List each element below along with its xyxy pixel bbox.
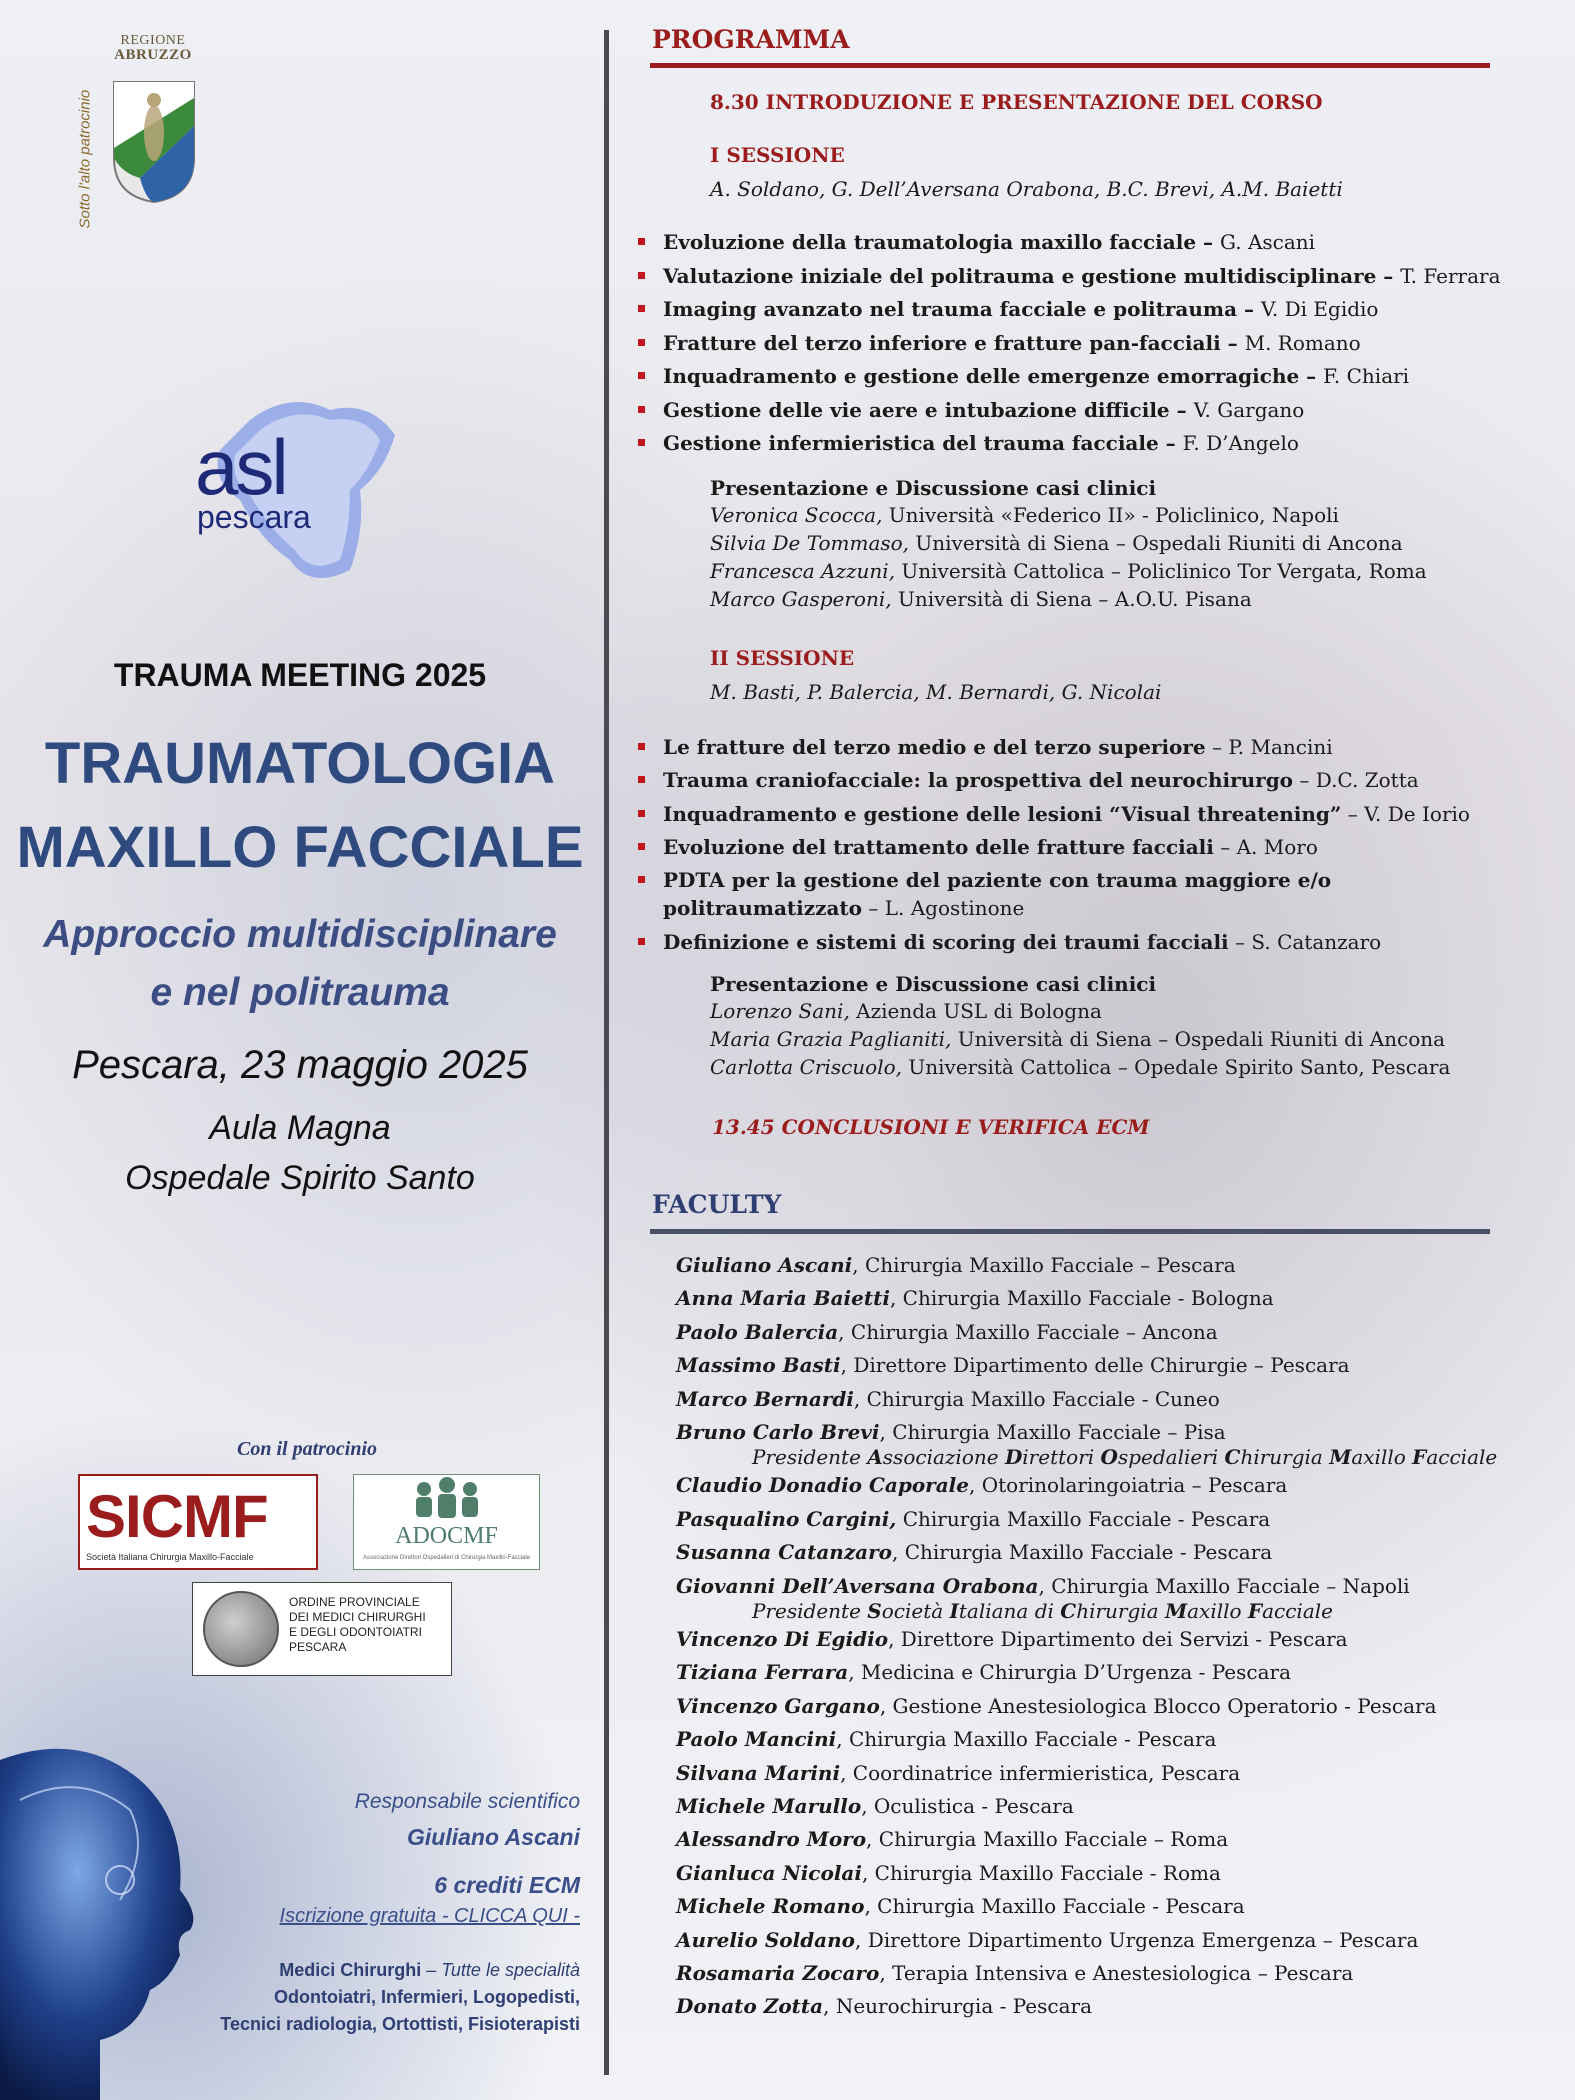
faculty-note: [752, 1445, 1497, 1469]
faculty-note: [752, 1599, 1333, 1623]
session1-chairs: A. Soldano, G. Dell’Aversana Orabona, B.C. Brevi, A.M. Baietti: [710, 177, 1343, 201]
talk-speaker: T. Ferrara: [1400, 263, 1501, 288]
programma-heading: PROGRAMMA: [652, 25, 850, 54]
faculty-name: Giovanni Dell’Aversana Orabona: [676, 1573, 1039, 1598]
faculty-member: [676, 1861, 1221, 1885]
faculty-name: Tiziana Ferrara: [676, 1660, 849, 1685]
faculty-role: , Coordinatrice infermieristica, Pescara: [840, 1760, 1241, 1785]
note-text: hirurgia: [1240, 1445, 1330, 1470]
faculty-member: [676, 1794, 1074, 1818]
talk-item: [663, 364, 1409, 388]
case-item: [710, 1055, 1450, 1079]
session2-chairs: M. Basti, P. Balercia, M. Bernardi, G. Nicolai: [710, 680, 1162, 704]
talk-title: Imaging avanzato nel trauma facciale e politrauma –: [663, 297, 1261, 321]
case-presenter: Lorenzo Sani,: [710, 999, 850, 1023]
case-item: [710, 1027, 1445, 1051]
talk-title: PDTA per la gestione del paziente con trauma maggiore e/o: [663, 868, 1332, 892]
note-text: taliana di: [958, 1599, 1061, 1623]
faculty-member: [676, 1420, 1226, 1444]
case-item: [710, 999, 1102, 1023]
session2-cases-title: Presentazione e Discussione casi clinici: [710, 972, 1157, 996]
adocmf-people-icon: [354, 1475, 541, 1525]
faculty-role: , Chirurgia Maxillo Facciale - Roma: [861, 1860, 1221, 1885]
sicmf-logo-text: SICMF: [86, 1483, 268, 1550]
note-initial: M: [1329, 1445, 1352, 1470]
talk-item: [663, 868, 1331, 892]
faculty-role: , Chirurgia Maxillo Facciale – Pescara: [852, 1253, 1236, 1277]
note-text: spedalieri: [1117, 1445, 1225, 1470]
faculty-role: , Chirurgia Maxillo Facciale – Roma: [866, 1827, 1229, 1852]
subtitle: [0, 906, 600, 1022]
target-audience-line3: Tecnici radiologia, Ortottisti, Fisioterapisti: [220, 2014, 580, 2034]
talk-item: [663, 768, 1419, 792]
asl-logo-pescara: pescara: [197, 499, 311, 535]
faculty-name: Paolo Mancini: [676, 1727, 837, 1752]
faculty-name: Vincenzo Gargano: [676, 1693, 880, 1718]
ordine-text-line: E DEGLI ODONTOIATRI: [289, 1625, 422, 1639]
faculty-name: Donato Zotta: [676, 1994, 824, 2019]
main-title-line2: MAXILLO FACCIALE: [16, 815, 584, 880]
regione-line1: REGIONE: [120, 33, 186, 48]
case-affiliation: Azienda USL di Bologna: [849, 999, 1102, 1023]
faculty-name: Gianluca Nicolai: [676, 1860, 862, 1885]
talk-item: [663, 398, 1304, 422]
talk-title: politraumatizzato: [663, 896, 863, 920]
ordine-text-line: PESCARA: [289, 1640, 347, 1654]
talk-item: [663, 835, 1318, 859]
talk-speaker: – D.C. Zotta: [1293, 768, 1419, 792]
talk-speaker: M. Romano: [1244, 330, 1361, 355]
talk-item: [663, 802, 1470, 826]
case-affiliation: Università di Siena – Ospedali Riuniti di Ancona: [951, 1027, 1446, 1051]
conclusion-line: 13.45 CONCLUSIONI E VERIFICA ECM: [712, 1115, 1150, 1139]
case-presenter: Maria Grazia Paglianiti,: [710, 1027, 952, 1051]
faculty-role: , Direttore Dipartimento dei Servizi - Pescara: [888, 1627, 1348, 1651]
subtitle-line2: e nel politrauma: [150, 971, 450, 1014]
xray-head-illustration: [0, 1740, 220, 2100]
main-title: [0, 722, 600, 890]
faculty-role: , Chirurgia Maxillo Facciale - Pescara: [892, 1540, 1273, 1565]
venue-line2: Ospedale Spirito Santo: [125, 1159, 475, 1197]
faculty-role: , Medicina e Chirurgia D’Urgenza - Pescara: [848, 1660, 1291, 1685]
adocmf-logo: [353, 1474, 540, 1570]
faculty-name: Silvana Marini: [676, 1760, 841, 1785]
case-item: [710, 503, 1339, 527]
case-item: [710, 531, 1403, 555]
sicmf-logo: [78, 1474, 318, 1570]
faculty-member: [676, 1507, 1270, 1531]
faculty-name: Pasqualino Cargini,: [676, 1506, 897, 1531]
faculty-role: , Chirurgia Maxillo Facciale - Pescara: [836, 1727, 1217, 1752]
talk-speaker: – S. Catanzaro: [1228, 930, 1382, 954]
talk-title: Evoluzione della traumatologia maxillo facciale –: [663, 230, 1220, 254]
note-initial: D: [1004, 1445, 1023, 1470]
faculty-name: Paolo Balercia: [676, 1319, 839, 1344]
event-venue: [0, 1103, 600, 1203]
faculty-name: Bruno Carlo Brevi: [676, 1420, 880, 1444]
case-item: [710, 559, 1427, 583]
target-audience-line2: Odontoiatri, Infermieri, Logopedisti,: [273, 1987, 580, 2007]
faculty-role: , Otorinolaringoiatria – Pescara: [969, 1473, 1288, 1498]
case-affiliation: Università «Federico II» - Policlinico, Napoli: [882, 503, 1339, 527]
talk-item: [663, 896, 1024, 920]
faculty-name: Massimo Basti: [676, 1353, 841, 1378]
faculty-member: [676, 1286, 1274, 1310]
case-presenter: Carlotta Criscuolo,: [710, 1055, 903, 1079]
talk-speaker: V. Di Egidio: [1260, 297, 1379, 321]
faculty-role: , Gestione Anestesiologica Blocco Operatorio - Pescara: [879, 1693, 1437, 1718]
talk-title: Definizione e sistemi di scoring dei traumi facciali: [663, 930, 1229, 954]
subtitle-line1: Approccio multidisciplinare: [43, 913, 557, 956]
case-presenter: Silvia De Tommaso,: [710, 531, 910, 555]
faculty-member: [676, 1540, 1272, 1564]
main-title-line1: TRAUMATOLOGIA: [44, 731, 556, 796]
talk-speaker: F. Chiari: [1323, 364, 1410, 388]
patrocinio-label: Con il patrocinio: [237, 1438, 378, 1460]
talk-title: Fratture del terzo inferiore e fratture pan-facciali –: [663, 330, 1245, 355]
regione-crest-icon: [110, 78, 198, 206]
faculty-name: Marco Bernardi: [676, 1386, 854, 1411]
faculty-role: , Direttore Dipartimento delle Chirurgie – Pescara: [840, 1353, 1350, 1378]
faculty-member: [676, 1387, 1220, 1411]
talk-speaker: – L. Agostinone: [862, 896, 1025, 920]
note-text: axillo: [1351, 1445, 1413, 1470]
case-presenter: Veronica Scocca,: [710, 503, 883, 527]
note-text: acciale: [1426, 1445, 1498, 1470]
case-affiliation: Università Cattolica – Policlinico Tor Vergata, Roma: [895, 559, 1427, 583]
patronage-vertical: [60, 40, 100, 230]
talk-speaker: – P. Mancini: [1205, 735, 1333, 759]
case-affiliation: Università di Siena – A.O.U. Pisana: [891, 587, 1252, 611]
target-audience-medici: Medici Chirurghi: [279, 1960, 422, 1980]
note-text: acciale: [1262, 1599, 1333, 1623]
note-text: Presidente: [752, 1445, 868, 1470]
talk-item: [663, 735, 1333, 759]
faculty-heading: FACULTY: [652, 1190, 782, 1219]
faculty-member: [676, 1574, 1410, 1598]
talk-title: Gestione delle vie aere e intubazione difficile –: [663, 397, 1194, 422]
faculty-member: [676, 1961, 1353, 1985]
faculty-role: , Chirurgia Maxillo Facciale - Bologna: [889, 1286, 1274, 1311]
talk-speaker: – A. Moro: [1213, 835, 1318, 859]
case-item: [710, 587, 1252, 611]
faculty-member: [676, 1727, 1216, 1751]
case-presenter: Marco Gasperoni,: [710, 587, 892, 611]
faculty-name: Giuliano Ascani: [676, 1253, 853, 1277]
note-text: ocietà: [881, 1599, 950, 1623]
faculty-name: Claudio Donadio Caporale: [676, 1473, 969, 1498]
session1-title: I SESSIONE: [710, 143, 845, 167]
faculty-name: Aurelio Soldano: [676, 1927, 856, 1952]
talk-item: [663, 930, 1381, 954]
faculty-member: [676, 1320, 1218, 1344]
talk-speaker: F. D’Angelo: [1182, 431, 1299, 455]
note-initial: O: [1100, 1445, 1118, 1470]
faculty-name: Michele Romano: [676, 1894, 865, 1919]
meeting-title: TRAUMA MEETING 2025: [113, 657, 487, 693]
note-initial: M: [1164, 1599, 1188, 1623]
note-text: irettori: [1022, 1445, 1101, 1470]
note-initial: C: [1224, 1445, 1241, 1470]
faculty-role: , Neurochirurgia - Pescara: [823, 1994, 1092, 2019]
asl-pescara-logo: [195, 423, 311, 535]
programma-rule: [650, 63, 1490, 68]
column-divider: [604, 30, 609, 2075]
note-text: Presidente: [752, 1599, 868, 1623]
ecm-credits: 6 crediti ECM: [434, 1872, 580, 1898]
intro-line: 8.30 INTRODUZIONE E PRESENTAZIONE DEL CORSO: [710, 90, 1323, 114]
note-text: ssociazione: [882, 1445, 1005, 1470]
talk-title: Evoluzione del trattamento delle fratture facciali: [663, 835, 1214, 859]
sicmf-logo-subtext: Società Italiana Chirurgia Maxillo-Facciale: [86, 1552, 254, 1562]
left-column: [0, 0, 600, 2100]
faculty-role: , Oculistica - Pescara: [861, 1794, 1074, 1818]
faculty-member: [676, 1694, 1437, 1718]
note-initial: C: [1060, 1599, 1077, 1623]
ordine-text-line: DEI MEDICI CHIRURGHI: [289, 1610, 426, 1624]
ordine-medal-icon: [203, 1591, 279, 1667]
faculty-member: [676, 1827, 1228, 1851]
talk-speaker: – V. De Iorio: [1341, 802, 1470, 826]
adocmf-logo-text: ADOCMF: [395, 1523, 498, 1549]
faculty-member: [676, 1994, 1092, 2018]
talk-item: [663, 431, 1299, 455]
regione-abruzzo-label: [108, 34, 198, 62]
faculty-member: [676, 1353, 1350, 1377]
case-presenter: Francesca Azzuni,: [710, 559, 896, 583]
faculty-role: , Direttore Dipartimento Urgenza Emergenza – Pescara: [855, 1927, 1419, 1952]
faculty-role: , Chirurgia Maxillo Facciale - Pescara: [864, 1894, 1245, 1919]
faculty-role: , Terapia Intensiva e Anestesiologica – Pescara: [879, 1961, 1354, 1985]
faculty-member: [676, 1928, 1418, 1952]
talk-title: Trauma craniofacciale: la prospettiva del neurochirurgo: [663, 768, 1294, 792]
faculty-role: , Chirurgia Maxillo Facciale – Pisa: [879, 1420, 1226, 1444]
talk-title: Inquadramento e gestione delle lesioni “Visual threatening”: [663, 802, 1342, 826]
faculty-member: [676, 1761, 1240, 1785]
ordine-text: [289, 1595, 426, 1655]
note-text: axillo: [1187, 1599, 1248, 1623]
case-affiliation: Università Cattolica – Opedale Spirito Santo, Pescara: [902, 1055, 1451, 1079]
case-affiliation: Università di Siena – Ospedali Riuniti di Ancona: [909, 531, 1403, 555]
note-initial: S: [867, 1599, 882, 1623]
faculty-name: Rosamaria Zocaro: [676, 1961, 880, 1985]
talk-speaker: G. Ascani: [1219, 230, 1316, 254]
talk-speaker: V. Gargano: [1193, 397, 1305, 422]
resp-scientifico-label: Responsabile scientifico: [354, 1790, 580, 1813]
note-initial: I: [949, 1599, 959, 1623]
target-audience-specialita: – Tutte le specialità: [421, 1960, 580, 1980]
target-audience-line1: [150, 1957, 580, 1983]
talk-item: [663, 297, 1378, 321]
talk-title: Le fratture del terzo medio e del terzo superiore: [663, 735, 1206, 759]
note-text: hirurgia: [1076, 1599, 1165, 1623]
faculty-member: [676, 1627, 1348, 1651]
faculty-name: Anna Maria Baietti: [676, 1286, 890, 1311]
faculty-role: , Chirurgia Maxillo Facciale – Ancona: [838, 1319, 1218, 1344]
asl-logo-asl: asl: [195, 423, 286, 511]
faculty-rule: [650, 1229, 1490, 1234]
faculty-name: Vincenzo Di Egidio: [676, 1627, 889, 1651]
faculty-role: , Chirurgia Maxillo Facciale - Cuneo: [853, 1386, 1220, 1411]
faculty-member: [676, 1473, 1287, 1497]
faculty-name: Michele Marullo: [676, 1794, 862, 1818]
note-initial: A: [867, 1445, 883, 1470]
faculty-member: [676, 1894, 1245, 1918]
session2-title: II SESSIONE: [710, 646, 855, 670]
resp-scientifico-name: Giuliano Ascani: [407, 1824, 580, 1850]
note-initial: F: [1412, 1445, 1427, 1470]
talk-title: Valutazione iniziale del politrauma e gestione multidisciplinare –: [663, 263, 1401, 288]
faculty-name: Alessandro Moro: [676, 1827, 867, 1852]
venue-line1: Aula Magna: [209, 1109, 391, 1147]
talk-title: Inquadramento e gestione delle emergenze emorragiche –: [663, 364, 1324, 388]
faculty-member: [676, 1253, 1236, 1277]
ordine-medici-logo: [192, 1582, 452, 1676]
talk-item: [663, 264, 1501, 288]
faculty-member: [676, 1660, 1291, 1684]
ordine-text-line: ORDINE PROVINCIALE: [289, 1595, 420, 1609]
session1-cases-title: Presentazione e Discussione casi clinici: [710, 476, 1157, 500]
talk-title: Gestione infermieristica del trauma facciale –: [663, 431, 1183, 455]
adocmf-logo-subtext: Associazione Direttori Ospedalieri di Chirurgia Maxillo-Facciale: [362, 1555, 531, 1561]
faculty-name: Susanna Catanzaro: [676, 1540, 893, 1565]
talk-item: [663, 230, 1315, 254]
registration-link[interactable]: Iscrizione gratuita - CLICCA QUI -: [279, 1905, 580, 1927]
talk-item: [663, 331, 1361, 355]
patronage-vertical-text: Sotto l'alto patrocinio: [76, 89, 94, 229]
note-initial: F: [1247, 1599, 1263, 1623]
regione-line2: ABRUZZO: [114, 47, 192, 63]
event-date: Pescara, 23 maggio 2025: [72, 1043, 528, 1087]
faculty-role: , Chirurgia Maxillo Facciale – Napoli: [1038, 1573, 1410, 1598]
faculty-role: Chirurgia Maxillo Facciale - Pescara: [896, 1506, 1271, 1531]
